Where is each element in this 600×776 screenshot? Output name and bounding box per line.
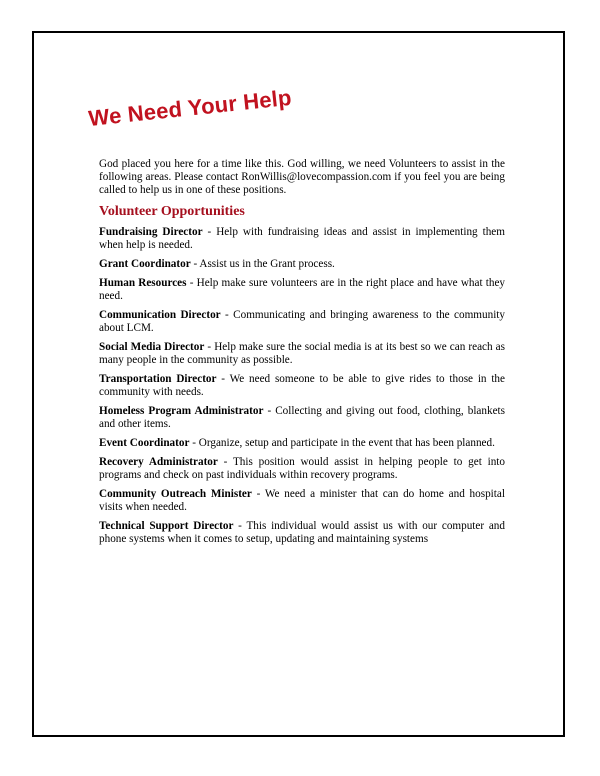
role-description: Help with fundraising ideas and assist in implementing them when help is needed. (99, 226, 505, 251)
role-item (99, 341, 505, 367)
role-description: Help make sure volunteers are in the right place and have what they need. (99, 277, 506, 302)
role-title: Community Outreach Minister (99, 488, 252, 500)
role-title: Transportation Director (99, 373, 217, 385)
role-separator: - (263, 405, 276, 417)
role-description: We need a minister that can do home and hospital visits when needed. (99, 488, 505, 513)
role-item (99, 373, 505, 399)
role-item (99, 226, 505, 252)
role-item (99, 456, 505, 482)
role-item (99, 277, 505, 303)
role-title: Grant Coordinator (99, 258, 191, 270)
role-description: We need someone to be able to give rides to those in the community with needs. (99, 373, 505, 398)
role-separator: - (202, 226, 217, 238)
role-separator: - (216, 373, 230, 385)
role-description: Collecting and giving out food, clothing, blankets and other items. (99, 405, 506, 430)
role-separator: - (189, 437, 199, 449)
role-item (99, 488, 505, 514)
role-description: Communicating and bringing awareness to the community about LCM. (99, 309, 505, 334)
role-title: Homeless Program Administrator (99, 405, 264, 417)
page-headline: We Need Your Help (87, 84, 293, 132)
role-description: Help make sure the social media is at its best so we can reach as many people in the community as possible. (99, 341, 505, 366)
intro-paragraph: God placed you here for a time like this. God willing, we need Volunteers to assist in the following areas. Please contact RonWillis@lovecompassion.com if you feel you are being called to help us in one of these positions. (99, 158, 505, 196)
role-item (99, 309, 505, 335)
role-item (99, 437, 505, 450)
role-title: Event Coordinator (99, 437, 190, 449)
role-title: Human Resources (99, 277, 187, 289)
role-title: Social Media Director (99, 341, 205, 353)
role-item (99, 258, 505, 271)
role-separator: - (220, 309, 234, 321)
role-description: Assist us in the Grant process. (199, 258, 335, 270)
role-separator: - (204, 341, 215, 353)
role-separator: - (190, 258, 200, 270)
role-description: Organize, setup and participate in the event that has been planned. (198, 437, 495, 449)
role-item (99, 520, 505, 546)
section-title: Volunteer Opportunities (99, 204, 245, 219)
role-separator: - (251, 488, 265, 500)
role-separator: - (186, 277, 197, 289)
role-title: Recovery Administrator (99, 456, 218, 468)
role-description: This position would assist in helping people to get into programs and check on past individuals within recovery programs. (99, 456, 505, 481)
content-area (99, 158, 505, 552)
role-title: Technical Support Director (99, 520, 234, 532)
role-title: Fundraising Director (99, 226, 203, 238)
role-item (99, 405, 505, 431)
role-description: This individual would assist us with our computer and phone systems when it comes to setup, updating and maintaining systems (99, 520, 505, 545)
role-title: Communication Director (99, 309, 221, 321)
role-separator: - (217, 456, 233, 468)
role-separator: - (233, 520, 247, 532)
